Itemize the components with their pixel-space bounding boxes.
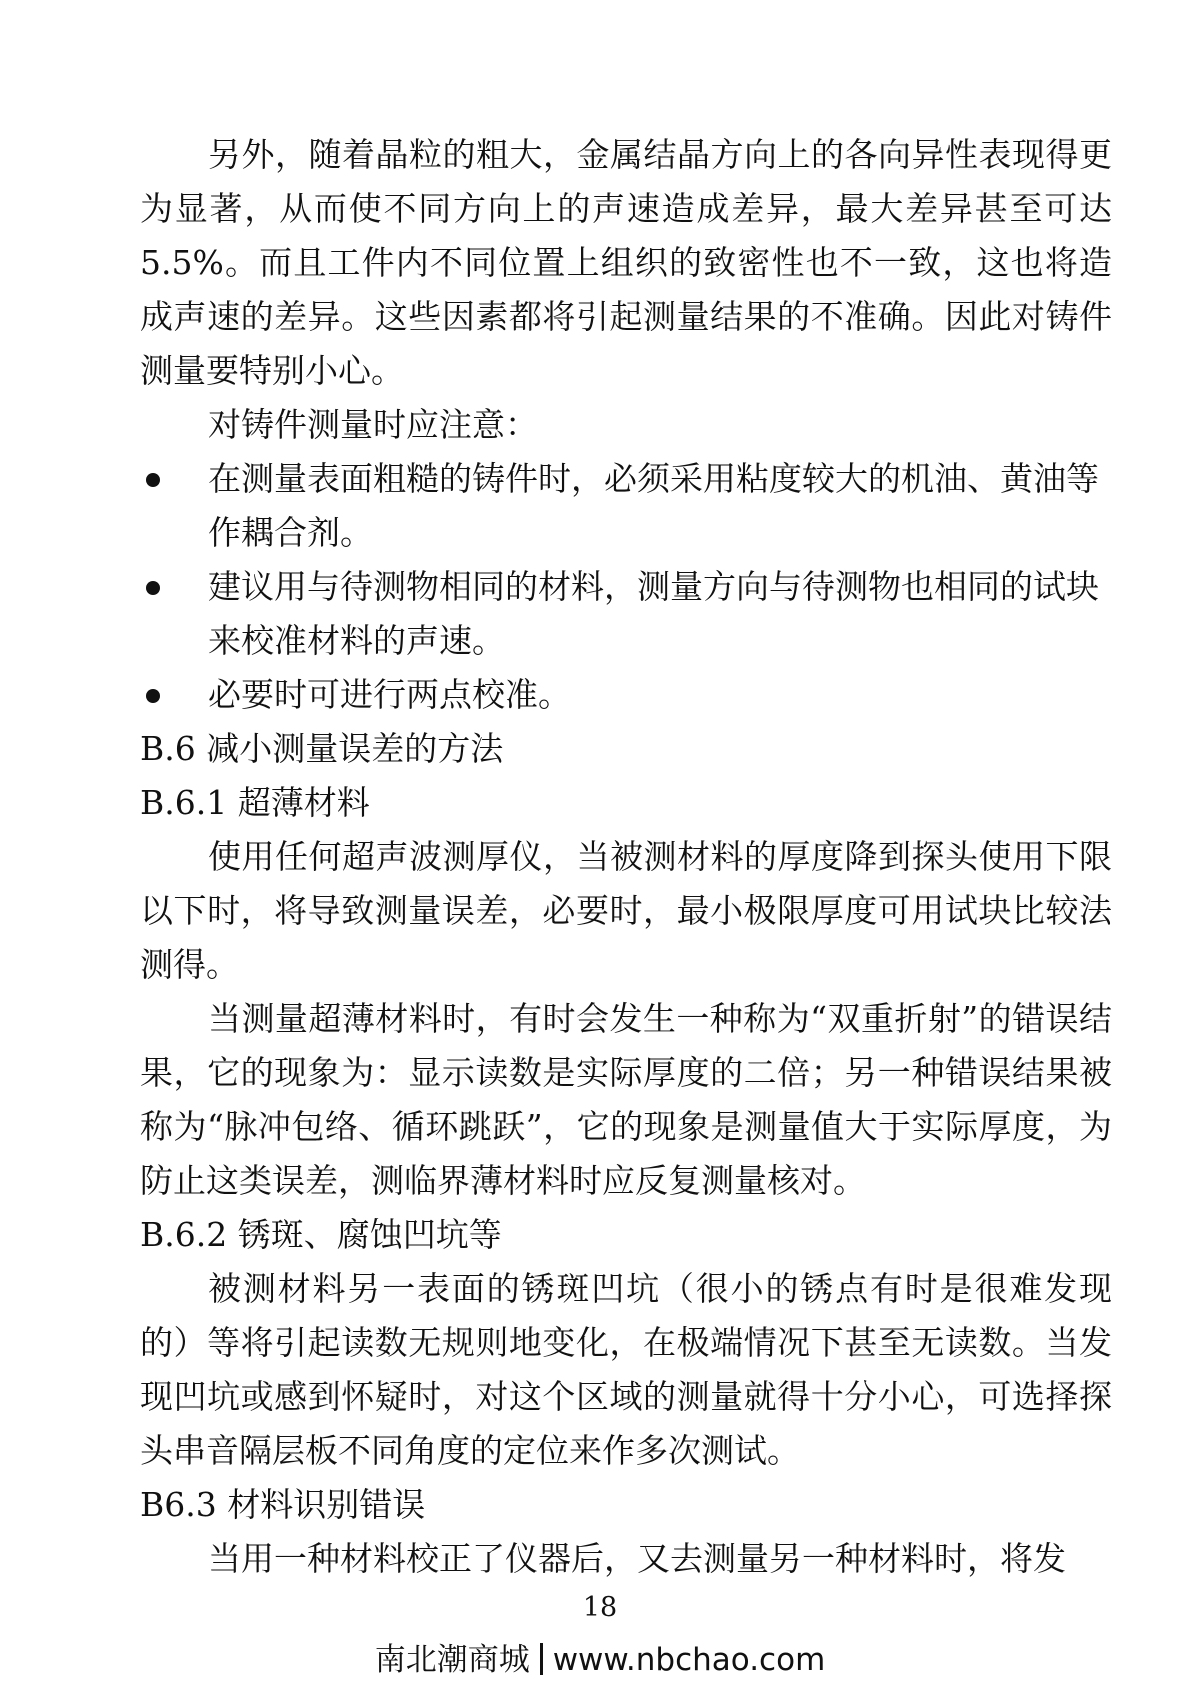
section-heading-b6-2: B.6.2 锈斑、腐蚀凹坑等 [140,1215,502,1254]
footer-separator [540,1643,543,1675]
page-content [140,128,1112,1586]
bullet-text: 必要时可进行两点校准。 [208,675,571,714]
section-heading-b6-1: B.6.1 超薄材料 [140,783,370,822]
section-heading-b6-3: B6.3 材料识别错误 [140,1485,426,1524]
page-number: 18 [582,1592,618,1623]
paragraph-anisotropy: 另外，随着晶粒的粗大，金属结晶方向上的各向异性表现得更为显著，从而使不同方向上的声速造成差异，最大差异甚至可达 5.5%。而且工件内不同位置上组织的致密性也不一致，这也将造成声速的差异。这些因素都将引起测量结果的不准确。因此对铸件测量要特别小心。 [140,135,1112,390]
bullet-item [140,560,1112,668]
paragraph-thin-material: 使用任何超声波测厚仪，当被测材料的厚度降到探头使用下限以下时，将导致测量误差，必要时，最小极限厚度可用试块比较法测得。 [140,837,1112,984]
bullet-text: 在测量表面粗糙的铸件时，必须采用粘度较大的机油、黄油等作耦合剂。 [208,459,1099,552]
bullet-dot-icon [146,689,160,703]
bullet-dot-icon [146,473,160,487]
bullet-item [140,452,1112,560]
site-footer [0,1640,1200,1680]
paragraph-double-refraction: 当测量超薄材料时，有时会发生一种称为“双重折射”的错误结果，它的现象为：显示读数是实际厚度的二倍；另一种错误结果被称为“脉冲包络、循环跳跃”，它的现象是测量值大于实际厚度，为防止这类误差，测临界薄材料时应反复测量核对。 [140,999,1112,1200]
bullet-text: 建议用与待测物相同的材料，测量方向与待测物也相同的试块来校准材料的声速。 [208,567,1099,660]
footer-url[interactable]: www.nbchao.com [552,1642,826,1678]
footer-site-name: 南北潮商城 [374,1642,530,1678]
bullet-dot-icon [146,581,160,595]
bullet-item [140,668,1112,722]
section-heading-b6: B.6 减小测量误差的方法 [140,729,504,768]
paragraph-rust-pits: 被测材料另一表面的锈斑凹坑（很小的锈点有时是很难发现的）等将引起读数无规则地变化，在极端情况下甚至无读数。当发现凹坑或感到怀疑时，对这个区域的测量就得十分小心，可选择探头串音隔层板不同角度的定位来作多次测试。 [140,1269,1112,1470]
paragraph-casting-notes-intro: 对铸件测量时应注意： [208,405,538,444]
paragraph-material-misidentification: 当用一种材料校正了仪器后，又去测量另一种材料时，将发 [208,1539,1066,1578]
